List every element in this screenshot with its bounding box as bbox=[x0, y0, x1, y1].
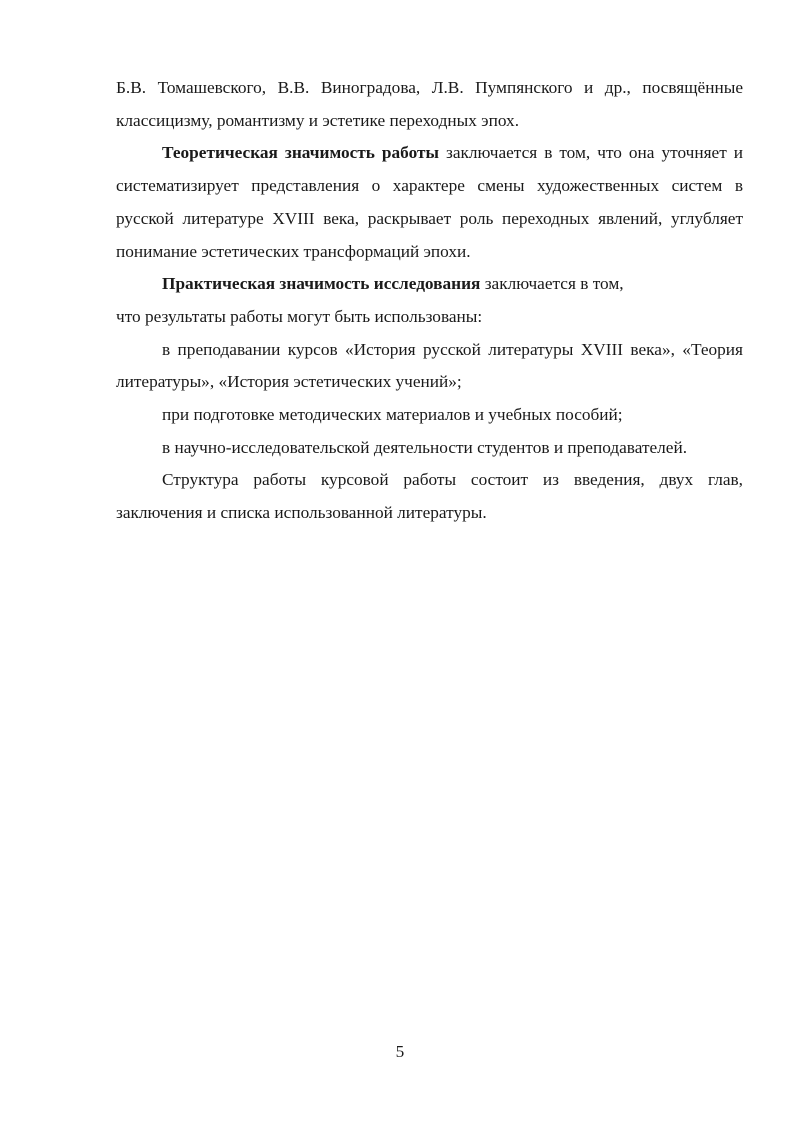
theoretical-significance-paragraph bbox=[116, 137, 743, 268]
use-item-research: в научно-исследовательской деятельности студентов и преподавателей. bbox=[162, 437, 688, 457]
practical-significance-continuation: что результаты работы могут быть использованы: bbox=[116, 306, 483, 326]
body-text bbox=[116, 72, 743, 530]
structure-paragraph: Структура работы курсовой работы состоит из введения, двух глав, заключения и списка использованной литературы. bbox=[116, 470, 743, 523]
practical-significance-paragraph bbox=[116, 268, 743, 301]
page-number: 5 bbox=[395, 1042, 405, 1061]
theoretical-significance-heading: Теоретическая значимость работы bbox=[162, 143, 439, 163]
use-item-teaching: в преподавании курсов «История русской литературы XVIII века», «Теория литературы», «История эстетических учений»; bbox=[116, 339, 743, 392]
practical-significance-heading: Практическая значимость исследования bbox=[162, 274, 481, 294]
intro-continuation-paragraph: Б.В. Томашевского, В.В. Виноградова, Л.В. Пумпянского и др., посвящённые классицизму, романтизму и эстетике переходных эпох. bbox=[116, 78, 743, 130]
theoretical-significance-text: заключается в том, что она уточняет и систематизирует представления о характере смены художественных систем в русской литературе XVIII века, раскрывает роль переходных явлений, углубляет понимание эстетических трансформаций эпохи. bbox=[116, 143, 743, 261]
use-item-materials: при подготовке методических материалов и учебных пособий; bbox=[162, 405, 623, 425]
practical-significance-text: заключается в том, bbox=[480, 274, 624, 294]
